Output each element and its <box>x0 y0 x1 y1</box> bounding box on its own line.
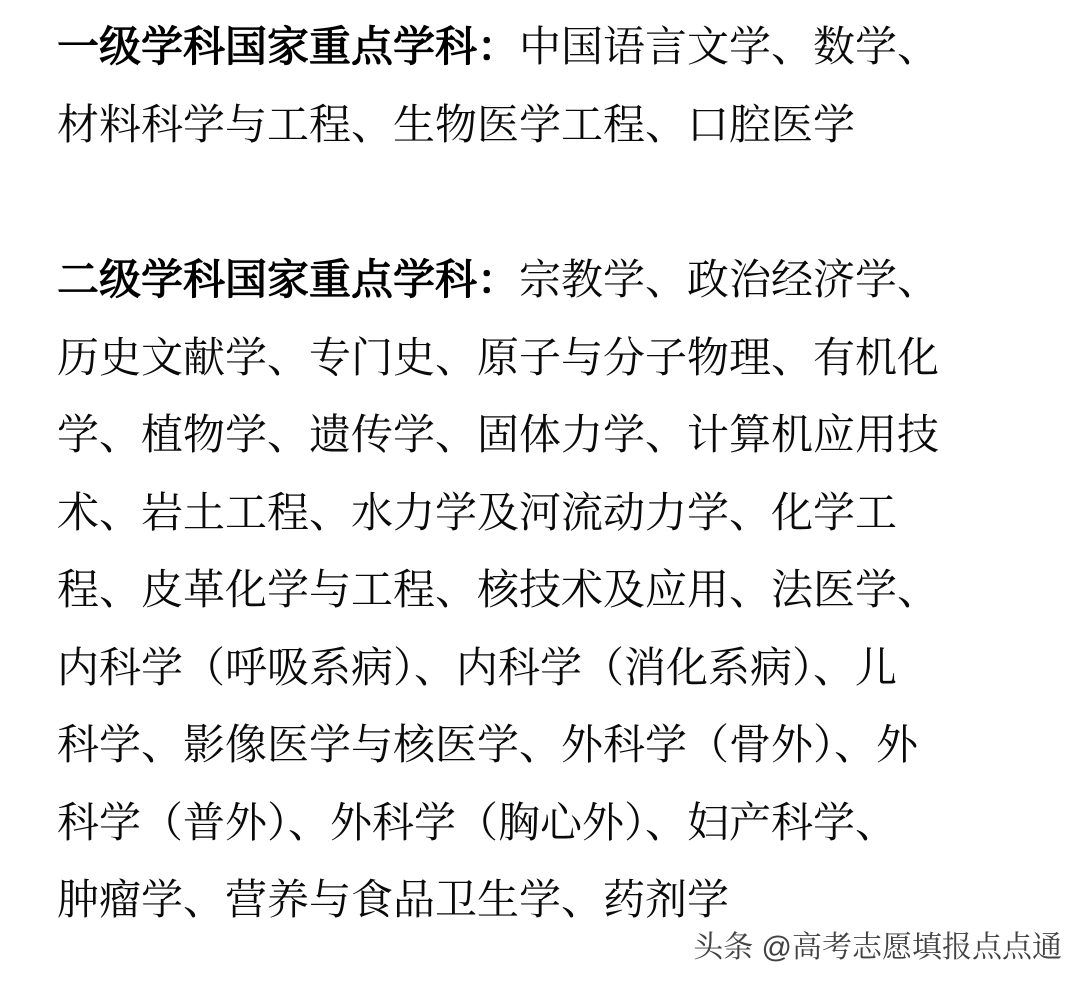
first-level-disciplines-paragraph <box>57 8 1023 163</box>
second-level-line-6-text: 内科学（呼吸系病）、内科学（消化系病）、儿 <box>57 643 898 691</box>
first-level-line-2-text: 材料科学与工程、生物医学工程、口腔医学 <box>57 100 856 148</box>
second-level-line-8-text: 科学（普外）、外科学（胸心外）、妇产科学、 <box>57 798 898 846</box>
second-level-line-2-text: 历史文献学、专门史、原子与分子物理、有机化 <box>57 333 940 381</box>
second-level-heading: 二级学科国家重点学科： <box>57 256 520 303</box>
second-level-disciplines-paragraph <box>57 241 1023 939</box>
second-level-line-1-text: 宗教学、政治经济学、 <box>519 256 940 303</box>
second-level-line-9-text: 肿瘤学、营养与食品卫生学、药剂学 <box>57 876 730 923</box>
paragraph-line <box>57 241 1023 319</box>
first-level-line-1-text: 中国语言文学、数学、 <box>519 23 940 70</box>
toutiao-watermark: 头条 @高考志愿填报点点通 <box>693 931 1062 964</box>
second-level-line-4-text: 术、岩土工程、水力学及河流动力学、化学工 <box>57 488 898 536</box>
second-level-line-7-text: 科学、影像医学与核医学、外科学（骨外）、外 <box>57 721 919 768</box>
first-level-heading: 一级学科国家重点学科： <box>57 23 520 70</box>
second-level-line-3-text: 学、植物学、遗传学、固体力学、计算机应用技 <box>57 411 940 458</box>
paragraph-line <box>57 8 1023 86</box>
second-level-line-5-text: 程、皮革化学与工程、核技术及应用、法医学、 <box>57 566 940 613</box>
